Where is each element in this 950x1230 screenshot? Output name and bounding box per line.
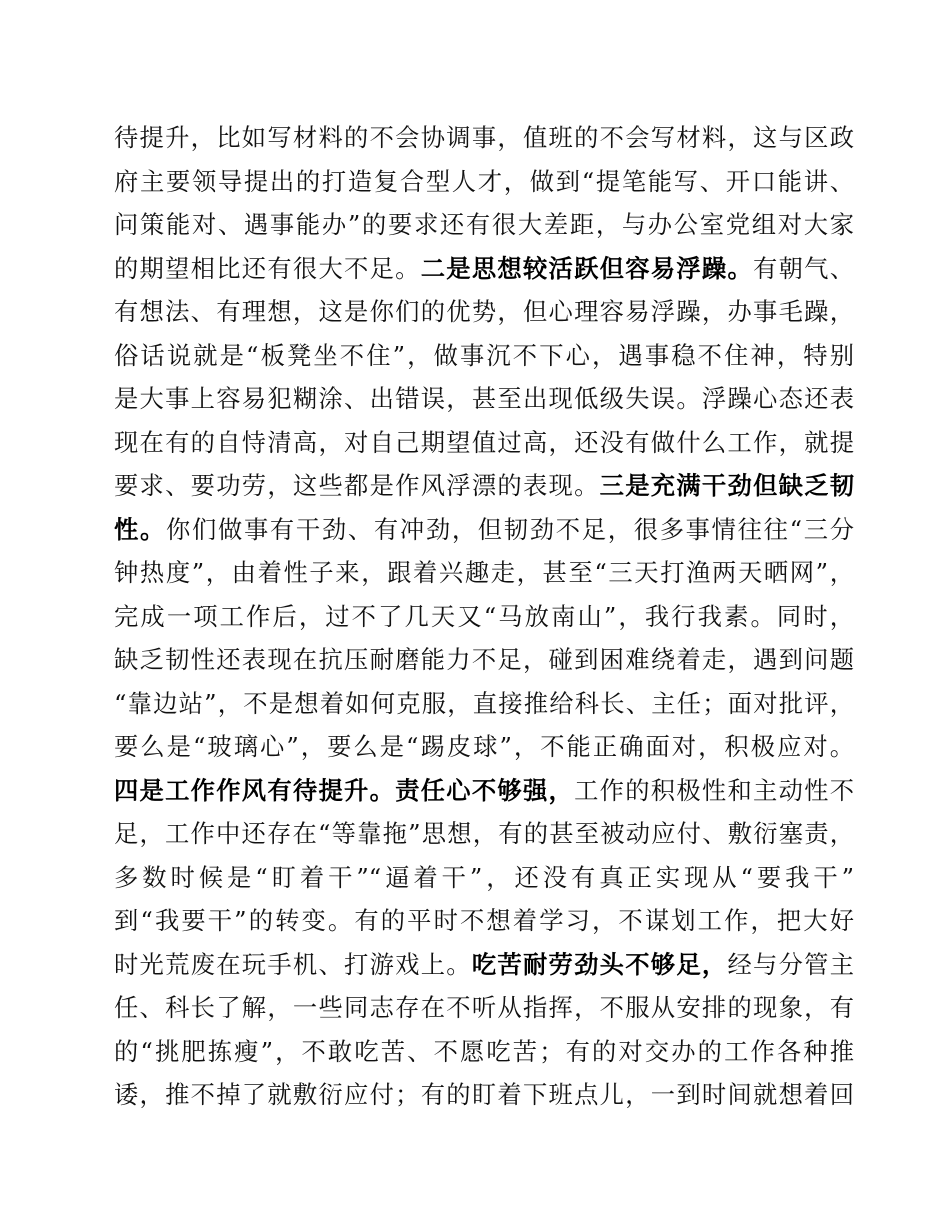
paragraph-text: 俗话说就是“板凳坐不住”，做事沉不下心，遇事稳不住神，特别 <box>114 340 854 370</box>
bold-heading-text: 三是充满干劲但缺乏韧 <box>599 471 854 500</box>
body-text <box>114 116 854 1117</box>
text-line <box>114 899 854 943</box>
paragraph-text: 诿，推不掉了就敷衍应付；有的盯着下班点儿，一到时间就想着回 <box>114 1080 854 1109</box>
paragraph-text: 现在有的自恃清高，对自己期望值过高，还没有做什么工作，就提 <box>114 427 854 457</box>
paragraph-text: 任、科长了解，一些同志存在不听从指挥，不服从安排的现象，有 <box>114 993 854 1022</box>
bold-heading-text: 性。 <box>114 514 166 544</box>
text-line <box>114 638 854 682</box>
text-line <box>114 769 854 813</box>
text-line <box>114 943 854 987</box>
paragraph-text: 缺乏韧性还表现在抗压耐磨能力不足，碰到困难绕着走，遇到问题 <box>114 645 854 674</box>
text-line <box>114 464 854 508</box>
paragraph-text: 是大事上容易犯糊涂、出错误，甚至出现低级失误。浮躁心态还表 <box>114 384 854 413</box>
text-line <box>114 160 854 204</box>
text-line <box>114 812 854 856</box>
paragraph-text: 有想法、有理想，这是你们的优势，但心理容易浮躁，办事毛躁， <box>114 297 854 326</box>
paragraph-text: 足，工作中还存在“等靠拖”思想，有的甚至被动应付、敷衍塞责， <box>114 819 854 848</box>
paragraph-text: 多数时候是“盯着干”“逼着干”，还没有真正实现从“要我干” <box>114 862 854 892</box>
text-line <box>114 377 854 421</box>
text-line <box>114 421 854 465</box>
text-line <box>114 508 854 552</box>
paragraph-text: 问策能对、遇事能办”的要求还有很大差距，与办公室党组对大家 <box>114 210 854 239</box>
text-line <box>114 682 854 726</box>
paragraph-text: 经与分管主 <box>727 949 855 979</box>
paragraph-text: 待提升，比如写材料的不会协调事，值班的不会写材料，这与区政 <box>114 123 854 152</box>
bold-heading-text: 四是工作作风有待提升。责任心不够强， <box>114 775 575 805</box>
text-line <box>114 725 854 769</box>
paragraph-text: 要求、要功劳，这些都是作风浮漂的表现。 <box>114 471 600 500</box>
text-line <box>114 116 854 160</box>
text-line <box>114 595 854 639</box>
text-line <box>114 551 854 595</box>
paragraph-text: 有朝气、 <box>753 253 855 283</box>
paragraph-text: 的期望相比还有很大不足。 <box>114 253 421 283</box>
paragraph-text: 工作的积极性和主动性不 <box>574 775 854 805</box>
paragraph-text: 完成一项工作后，过不了几天又“马放南山”，我行我素。同时， <box>114 601 854 631</box>
paragraph-text: 时光荒废在玩手机、打游戏上。 <box>114 949 472 979</box>
paragraph-text: 到“我要干”的转变。有的平时不想着学习，不谋划工作，把大好 <box>114 906 854 935</box>
text-line <box>114 290 854 334</box>
text-line <box>114 334 854 378</box>
text-line <box>114 247 854 291</box>
paragraph-text: 要么是“玻璃心”，要么是“踢皮球”，不能正确面对，积极应对。 <box>114 732 854 761</box>
bold-heading-text: 吃苦耐劳劲头不够足， <box>471 949 728 979</box>
text-line <box>114 1073 854 1117</box>
paragraph-text: “靠边站”，不是想着如何克服，直接推给科长、主任；面对批评， <box>114 688 854 718</box>
paragraph-text: 你们做事有干劲、有冲劲，但韧劲不足，很多事情往往“三分 <box>165 514 855 544</box>
text-line <box>114 856 854 900</box>
bold-heading-text: 二是思想较活跃但容易浮躁。 <box>420 253 754 283</box>
text-line <box>114 1030 854 1074</box>
paragraph-text: 钟热度”，由着性子来，跟着兴趣走，甚至“三天打渔两天晒网”， <box>114 558 854 587</box>
text-line <box>114 986 854 1030</box>
paragraph-text: 府主要领导提出的打造复合型人才，做到“提笔能写、开口能讲、 <box>114 166 854 196</box>
paragraph-text: 的“挑肥拣瘦”，不敢吃苦、不愿吃苦；有的对交办的工作各种推 <box>114 1036 854 1066</box>
text-line <box>114 203 854 247</box>
